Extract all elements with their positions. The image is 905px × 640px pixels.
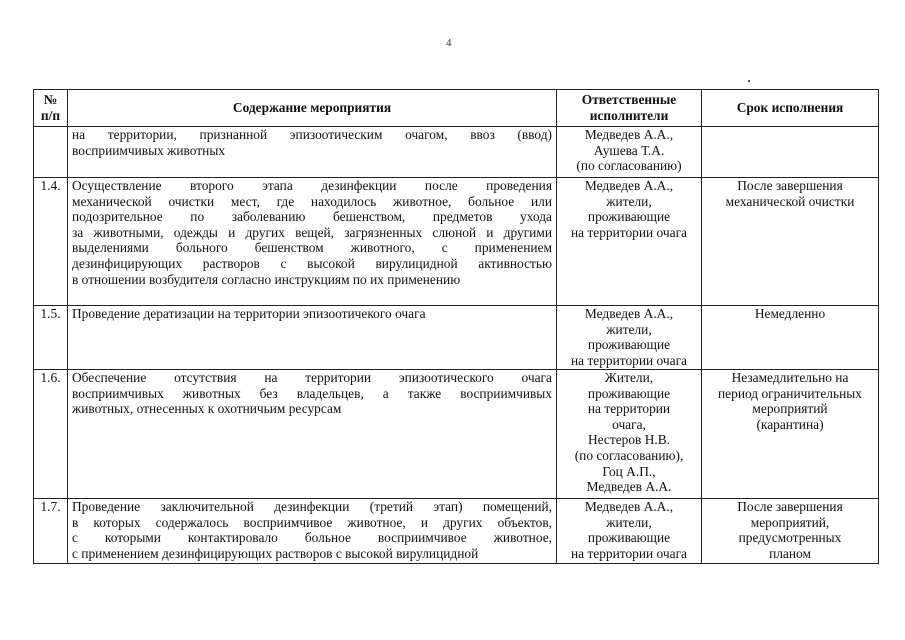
table-header-row <box>34 90 879 127</box>
table-row <box>34 306 879 370</box>
description-line: восприимчивых животных <box>72 142 226 158</box>
responsible-line: Медведев А.А., <box>584 306 674 321</box>
header-number <box>34 90 68 127</box>
activity-description <box>68 178 557 306</box>
deadline <box>702 127 879 178</box>
header-number-line: № <box>43 92 58 108</box>
deadline-line: планом <box>769 545 811 561</box>
responsible-line: Медведев А.А., <box>584 499 674 514</box>
responsible-executors <box>557 370 702 499</box>
description-line: механической очистки мест, где находилось животное, больное или <box>72 193 552 209</box>
description-line: на территории, признанной эпизоотическим очагом, ввоз (ввод) <box>72 127 552 142</box>
row-number: 1.4. <box>34 178 68 306</box>
responsible-line: проживающие <box>587 209 671 225</box>
table-row <box>34 178 879 306</box>
responsible-line: проживающие <box>587 337 671 353</box>
deadline-line: мероприятий <box>752 401 828 417</box>
description-line: с применением дезинфицирующих растворов с высокой вирулицидной <box>72 545 479 561</box>
row-number: 1.5. <box>34 306 68 370</box>
description-line: подозрительное по заболеванию бешенством, предметов ухода <box>72 209 552 225</box>
header-content: Содержание мероприятия <box>68 90 557 127</box>
description-line: Осуществление второго этапа дезинфекции после проведения <box>72 178 552 193</box>
header-number-line: п/п <box>40 108 61 123</box>
table-row <box>34 370 879 499</box>
responsible-line: очага, <box>612 416 646 432</box>
deadline <box>702 178 879 306</box>
header-deadline: Срок исполнения <box>702 90 879 127</box>
deadline-line: Незамедлительно на <box>731 370 849 385</box>
table-row <box>34 127 879 178</box>
deadline-line: После завершения <box>737 499 843 514</box>
deadline-line: механической очистки <box>725 193 855 209</box>
responsible-line: Медведев А.А., <box>584 178 674 193</box>
responsible-line: Медведев А.А., <box>584 127 674 142</box>
table-row <box>34 499 879 564</box>
deadline-line: Немедленно <box>754 306 826 321</box>
responsible-line: проживающие <box>587 530 671 546</box>
header-responsible <box>557 90 702 127</box>
activity-description <box>68 370 557 499</box>
deadline <box>702 306 879 370</box>
responsible-executors <box>557 127 702 178</box>
responsible-line: (по согласованию) <box>576 158 682 174</box>
page-number: 4 <box>446 37 452 49</box>
deadline <box>702 499 879 564</box>
responsible-line: Аушева Т.А. <box>593 142 665 158</box>
responsible-line: Гоц А.П., <box>602 463 656 479</box>
header-responsible-line: исполнители <box>589 108 669 123</box>
row-number: 1.7. <box>34 499 68 564</box>
description-line: выделениями больного бешенством животного, с применением <box>72 240 552 256</box>
scan-speck <box>748 80 750 82</box>
row-number: 1.6. <box>34 370 68 499</box>
responsible-executors <box>557 499 702 564</box>
deadline-line: (карантина) <box>756 416 824 432</box>
deadline-line: период ограничительных <box>718 385 862 401</box>
row-number <box>34 127 68 178</box>
description-line: восприимчивых животных без владельцев, а также восприимчивых <box>72 385 552 401</box>
responsible-line: (по согласованию), <box>574 447 684 463</box>
deadline <box>702 370 879 499</box>
description-line: животных, отнесенных к охотничьим ресурсам <box>72 401 342 417</box>
header-responsible-line: Ответственные <box>581 92 677 108</box>
description-line: дезинфицирующих растворов с высокой вирулицидной активностью <box>72 255 552 271</box>
description-line: за животными, одежды и других вещей, загрязненных слюной и другими <box>72 224 552 240</box>
responsible-line: проживающие <box>587 385 671 401</box>
deadline-line: После завершения <box>737 178 843 193</box>
responsible-line: на территории очага <box>570 352 688 368</box>
description-line: в отношении возбудителя согласно инструкциям по их применению <box>72 271 461 287</box>
activity-description <box>68 306 557 370</box>
responsible-line: Медведев А.А. <box>586 479 672 495</box>
deadline-line: предусмотренных <box>738 530 842 546</box>
responsible-line: на территории очага <box>570 224 688 240</box>
description-line: Проведение дератизации на территории эпизоотичекого очага <box>72 306 426 321</box>
responsible-executors <box>557 306 702 370</box>
responsible-line: жители, <box>606 321 652 337</box>
description-line: Обеспечение отсутствия на территории эпизоотического очага <box>72 370 552 385</box>
responsible-executors <box>557 178 702 306</box>
description-line: в которых содержалось восприимчивое животное, и других объектов, <box>72 514 552 530</box>
activity-description <box>68 127 557 178</box>
responsible-line: на территории <box>587 401 671 417</box>
responsible-line: жители, <box>606 514 652 530</box>
responsible-line: на территории очага <box>570 545 688 561</box>
responsible-line: жители, <box>606 193 652 209</box>
deadline-line: мероприятий, <box>750 514 830 530</box>
description-line: с которыми контактировало больное восприимчивое животное, <box>72 530 552 546</box>
description-line: Проведение заключительной дезинфекции (третий этап) помещений, <box>72 499 552 514</box>
activity-description <box>68 499 557 564</box>
responsible-line: Жители, <box>604 370 654 385</box>
action-plan-table <box>33 89 879 564</box>
responsible-line: Нестеров Н.В. <box>587 432 671 448</box>
